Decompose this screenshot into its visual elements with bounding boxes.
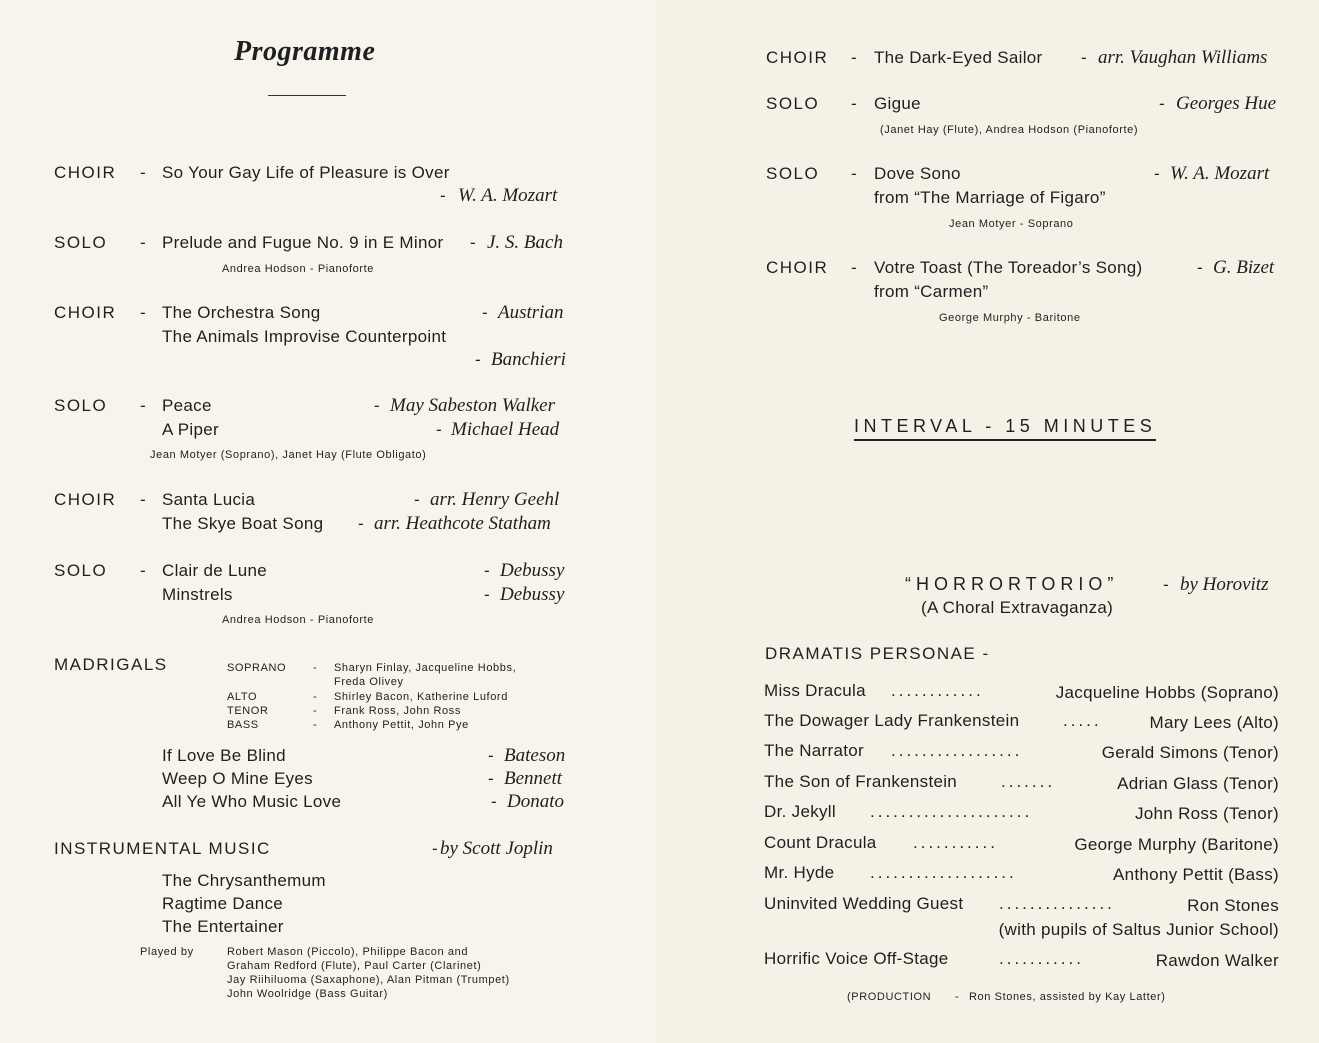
- voice-names: Sharyn Finlay, Jacqueline Hobbs,: [334, 662, 517, 674]
- dash: -: [851, 94, 857, 113]
- performers: Jean Motyer - Soprano: [949, 218, 1074, 230]
- item-type: SOLO: [766, 164, 820, 183]
- cast-actor: John Ross (Tenor): [1135, 804, 1279, 823]
- piece-title: The Orchestra Song: [162, 303, 321, 322]
- cast-actor: Ron Stones: [1187, 896, 1279, 915]
- voice-part: BASS: [227, 719, 259, 731]
- composer: G. Bizet: [1213, 257, 1275, 278]
- cast-dots: ...............: [999, 894, 1115, 913]
- performers: Andrea Hodson - Pianoforte: [222, 614, 374, 626]
- cast-actor: Anthony Pettit (Bass): [1113, 865, 1279, 884]
- dash: -: [140, 396, 146, 415]
- piece-subtitle: from “Carmen”: [874, 282, 989, 301]
- dash: -: [1154, 164, 1160, 183]
- piece-title: Clair de Lune: [162, 561, 268, 580]
- composer: J. S. Bach: [487, 232, 563, 253]
- composer: Donato: [507, 791, 564, 812]
- composer: arr. Henry Geehl: [430, 489, 560, 510]
- song-title: If Love Be Blind: [162, 746, 286, 765]
- dash: -: [1197, 258, 1203, 277]
- cast-note: (with pupils of Saltus Junior School): [998, 920, 1279, 939]
- dash: -: [488, 769, 494, 788]
- dash: -: [1163, 575, 1169, 594]
- dash: -: [491, 792, 497, 811]
- voice-part: SOPRANO: [227, 662, 287, 674]
- cast-actor: Jacqueline Hobbs (Soprano): [1055, 683, 1279, 702]
- dash: -: [851, 164, 857, 183]
- item-type: CHOIR: [766, 48, 829, 67]
- item-type: CHOIR: [54, 303, 117, 322]
- cast-dots: .....: [1063, 711, 1102, 730]
- song-title: Weep O Mine Eyes: [162, 769, 313, 788]
- cast-dots: .....................: [870, 802, 1033, 821]
- item-type: SOLO: [54, 233, 108, 252]
- dash: -: [1081, 48, 1087, 67]
- dash: -: [482, 303, 488, 322]
- voice-part: ALTO: [227, 691, 258, 703]
- dash: -: [140, 490, 146, 509]
- instrumental-label: INSTRUMENTAL MUSIC: [54, 839, 271, 858]
- cast-role: The Narrator: [764, 741, 864, 760]
- dash: -: [955, 991, 960, 1003]
- composer: arr. Heathcote Statham: [374, 513, 551, 534]
- title-rule: [268, 95, 346, 96]
- dash: -: [313, 691, 318, 703]
- dash: -: [140, 163, 146, 182]
- composer: Michael Head: [451, 419, 560, 440]
- dash: -: [374, 396, 380, 415]
- dramatis-heading: DRAMATIS PERSONAE -: [765, 644, 990, 663]
- interval-heading: INTERVAL - 15 MINUTES: [854, 416, 1156, 441]
- dash: -: [484, 585, 490, 604]
- cast-actor: Adrian Glass (Tenor): [1117, 774, 1279, 793]
- right-page: [659, 0, 1319, 1043]
- piece-title: The Entertainer: [162, 917, 284, 936]
- performers: Andrea Hodson - Pianoforte: [222, 263, 374, 275]
- production-label: (PRODUCTION: [847, 991, 932, 1003]
- composer: Bateson: [504, 745, 566, 766]
- piece-subtitle: from “The Marriage of Figaro”: [874, 188, 1106, 207]
- composer: Debussy: [500, 584, 565, 605]
- piece-title: Ragtime Dance: [162, 894, 284, 913]
- piece-title: Votre Toast (The Toreador’s Song): [874, 258, 1143, 277]
- performers: (Janet Hay (Flute), Andrea Hodson (Pianoforte): [880, 124, 1139, 136]
- cast-dots: ...........: [913, 833, 998, 852]
- composer: by Horovitz: [1180, 574, 1269, 595]
- dash: -: [414, 490, 420, 509]
- cast-actor: Mary Lees (Alto): [1149, 713, 1279, 732]
- dash: -: [851, 258, 857, 277]
- cast-dots: ...........: [999, 949, 1084, 968]
- performers: Jean Motyer (Soprano), Janet Hay (Flute Obligato): [150, 449, 427, 461]
- item-type: SOLO: [54, 561, 108, 580]
- madrigals-label: MADRIGALS: [54, 655, 168, 674]
- left-page: [0, 0, 659, 1043]
- piece-title: The Skye Boat Song: [162, 514, 324, 533]
- dash: -: [1159, 94, 1165, 113]
- composer: Banchieri: [491, 349, 566, 370]
- piece-title: Dove Sono: [874, 164, 961, 183]
- horrortorio-title: “HORRORTORIO”: [905, 574, 1119, 594]
- players-line: Jay Riihiluoma (Saxaphone), Alan Pitman (Trumpet): [227, 974, 510, 986]
- piece-title: The Chrysanthemum: [162, 871, 326, 890]
- cast-actor: Gerald Simons (Tenor): [1101, 743, 1279, 762]
- song-title: All Ye Who Music Love: [162, 792, 342, 811]
- cast-dots: .......: [1001, 772, 1056, 791]
- piece-title: A Piper: [162, 420, 219, 439]
- dash: -: [851, 48, 857, 67]
- composer: Debussy: [500, 560, 565, 581]
- piece-title: Gigue: [874, 94, 921, 113]
- composer: Bennett: [504, 768, 563, 789]
- composer: Georges Hue: [1176, 93, 1277, 114]
- composer: Austrian: [498, 302, 564, 323]
- cast-role: Uninvited Wedding Guest: [764, 894, 964, 913]
- voice-names: Freda Olivey: [334, 676, 404, 688]
- item-type: SOLO: [766, 94, 820, 113]
- cast-dots: ...................: [870, 863, 1017, 882]
- item-type: SOLO: [54, 396, 108, 415]
- cast-role: The Dowager Lady Frankenstein: [764, 711, 1020, 730]
- dash: -: [470, 233, 476, 252]
- dash: -: [432, 839, 438, 858]
- composer: by Scott Joplin: [440, 838, 553, 859]
- dash: -: [436, 420, 442, 439]
- piece-title: So Your Gay Life of Pleasure is Over: [162, 163, 450, 182]
- cast-role: Dr. Jekyll: [764, 802, 836, 821]
- dash: -: [313, 705, 318, 717]
- composer: May Sabeston Walker: [390, 395, 555, 416]
- voice-names: Shirley Bacon, Katherine Luford: [334, 691, 508, 703]
- performers: George Murphy - Baritone: [939, 312, 1081, 324]
- piece-title: The Animals Improvise Counterpoint: [162, 327, 447, 346]
- dash: -: [358, 514, 364, 533]
- dash: -: [140, 233, 146, 252]
- item-type: CHOIR: [54, 490, 117, 509]
- dash: -: [475, 350, 481, 369]
- dash: -: [313, 662, 318, 674]
- piece-title: Santa Lucia: [162, 490, 256, 509]
- dash: -: [313, 719, 318, 731]
- composer: W. A. Mozart: [1170, 163, 1270, 184]
- voice-names: Anthony Pettit, John Pye: [334, 719, 469, 731]
- horrortorio-subtitle: (A Choral Extravaganza): [921, 598, 1114, 617]
- players-line: Robert Mason (Piccolo), Philippe Bacon and: [227, 946, 469, 958]
- page-title: Programme: [234, 36, 376, 67]
- item-type: CHOIR: [766, 258, 829, 277]
- players-line: John Woolridge (Bass Guitar): [227, 988, 388, 1000]
- piece-title: Prelude and Fugue No. 9 in E Minor: [162, 233, 444, 252]
- cast-role: Mr. Hyde: [764, 863, 835, 882]
- composer: W. A. Mozart: [458, 185, 558, 206]
- voice-names: Frank Ross, John Ross: [334, 705, 461, 717]
- cast-actor: Rawdon Walker: [1155, 951, 1279, 970]
- item-type: CHOIR: [54, 163, 117, 182]
- production-credit: Ron Stones, assisted by Kay Latter): [969, 991, 1166, 1003]
- cast-role: Horrific Voice Off-Stage: [764, 949, 949, 968]
- dash: -: [484, 561, 490, 580]
- piece-title: Peace: [162, 396, 212, 415]
- cast-role: Count Dracula: [764, 833, 877, 852]
- cast-role: Miss Dracula: [764, 681, 866, 700]
- piece-title: The Dark-Eyed Sailor: [874, 48, 1043, 67]
- dash: -: [140, 303, 146, 322]
- cast-role: The Son of Frankenstein: [764, 772, 958, 791]
- players-line: Graham Redford (Flute), Paul Carter (Clarinet): [227, 960, 482, 972]
- cast-dots: ............: [891, 681, 984, 700]
- played-by-label: Played by: [140, 946, 194, 958]
- dash: -: [440, 186, 446, 205]
- dash: -: [140, 561, 146, 580]
- cast-dots: .................: [891, 741, 1023, 760]
- piece-title: Minstrels: [162, 585, 233, 604]
- cast-actor: George Murphy (Baritone): [1074, 835, 1279, 854]
- voice-part: TENOR: [227, 705, 269, 717]
- composer: arr. Vaughan Williams: [1098, 47, 1268, 68]
- dash: -: [488, 746, 494, 765]
